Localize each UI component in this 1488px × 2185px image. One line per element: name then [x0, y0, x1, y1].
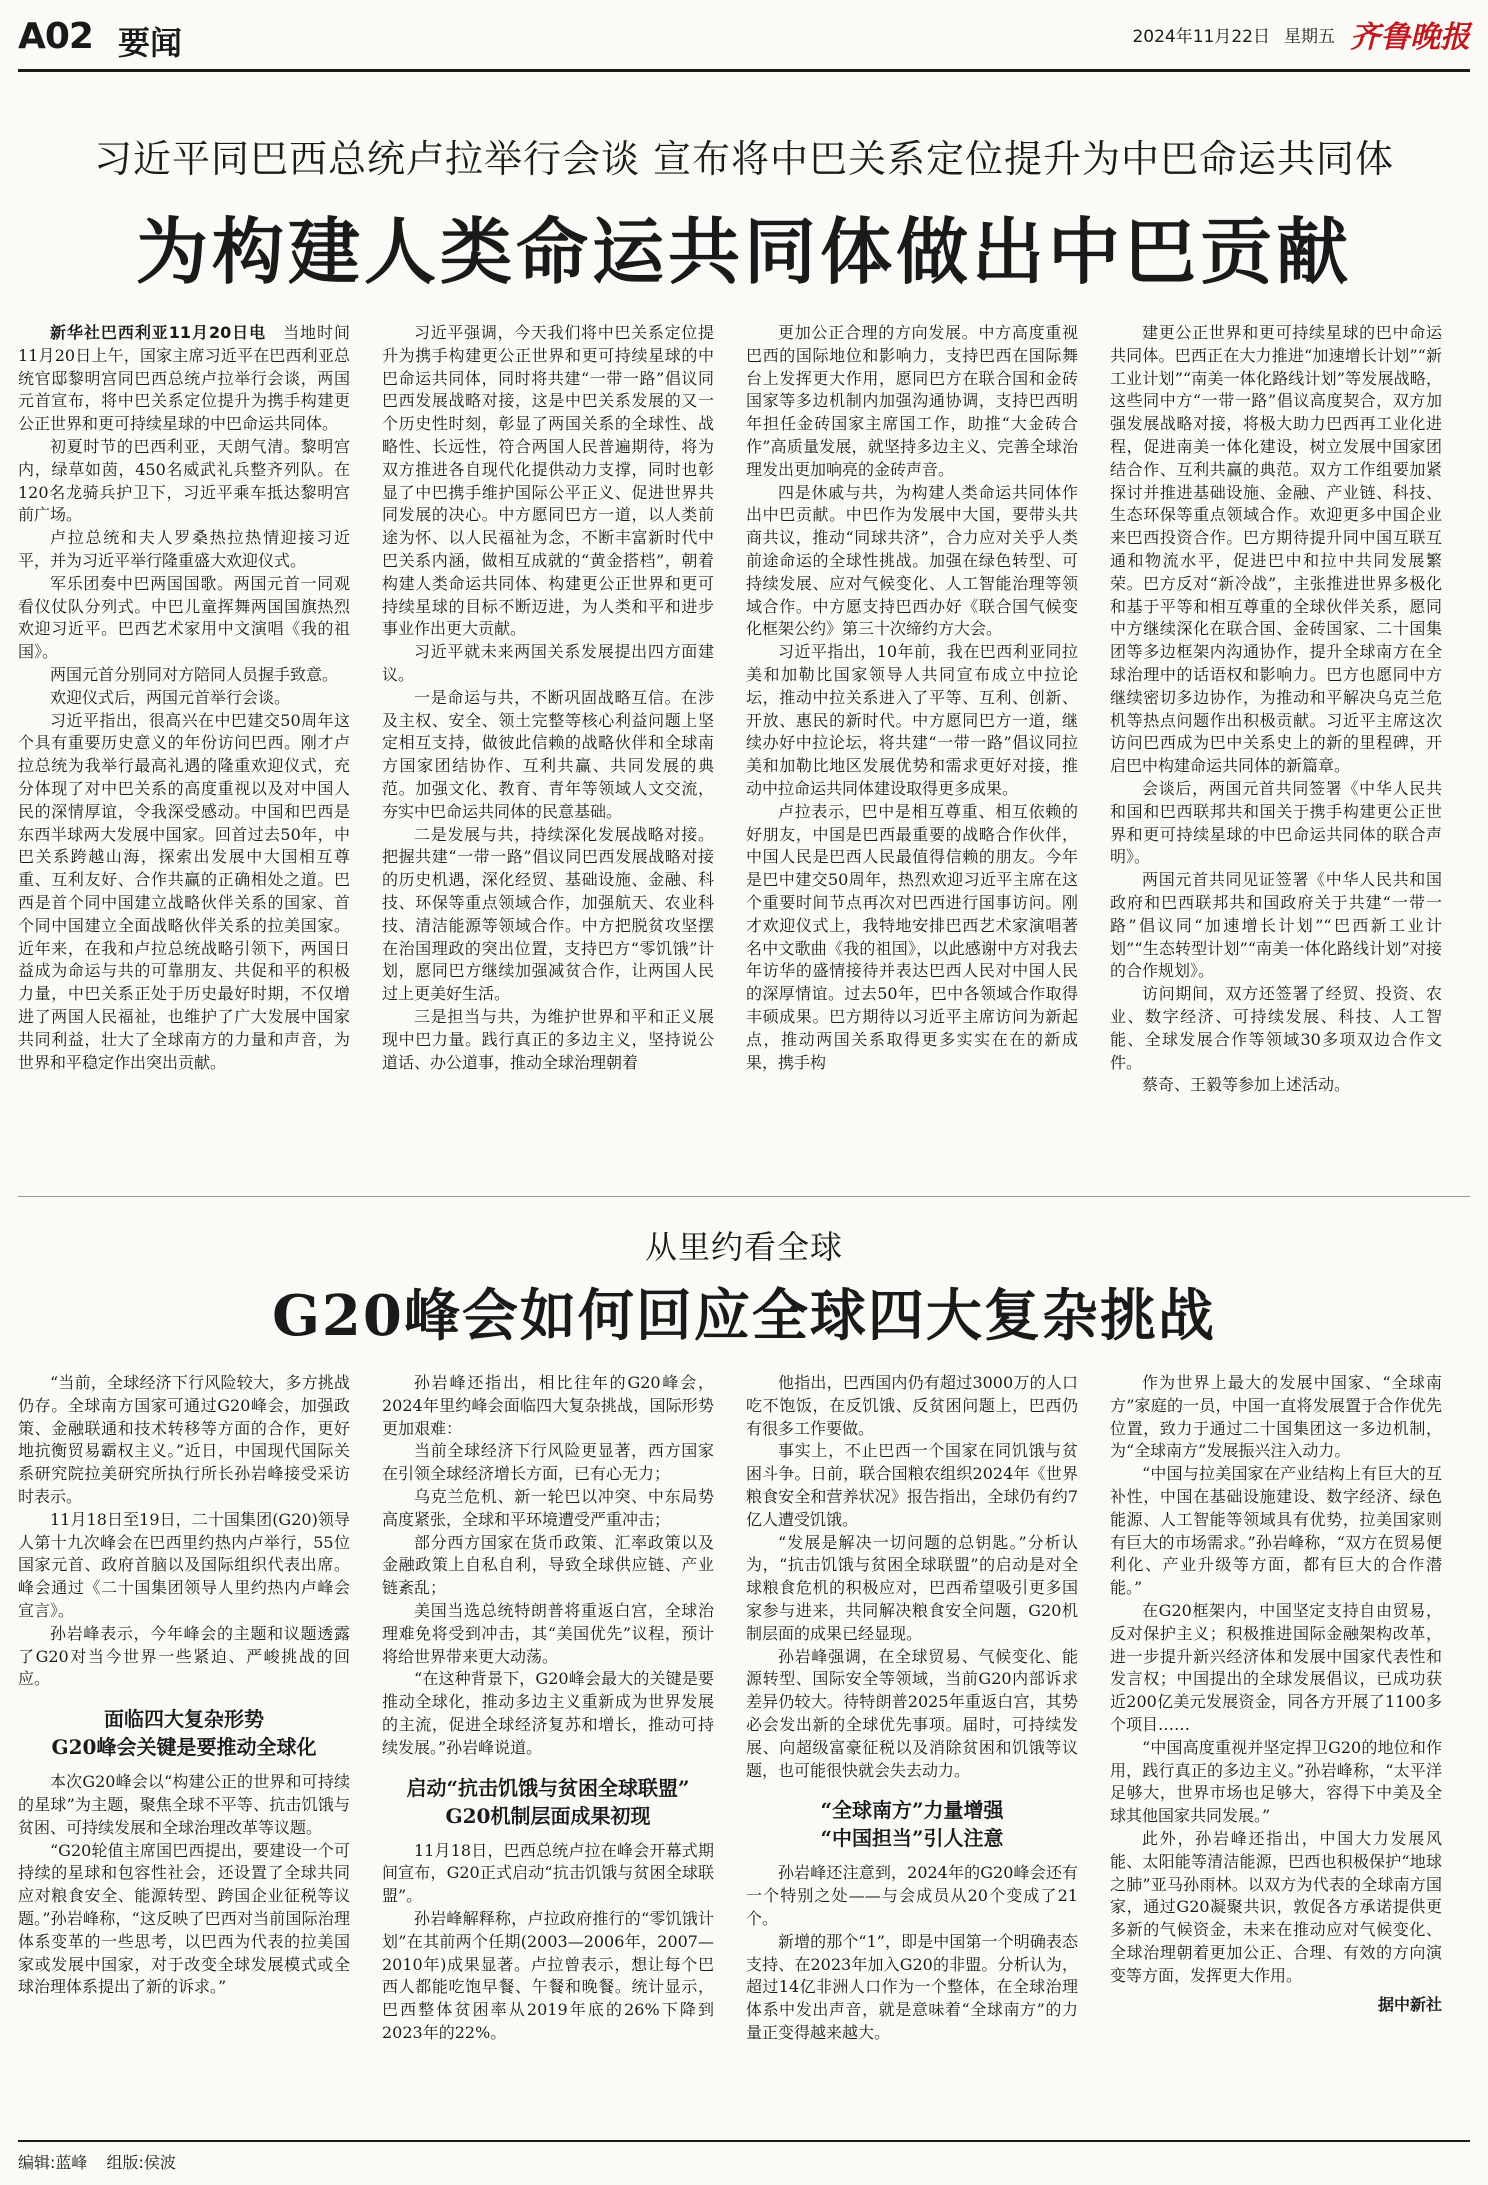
- dateline: 新华社巴西利亚11月20日电: [50, 323, 267, 342]
- second-story-column-1: [18, 1372, 350, 2112]
- paragraph: [18, 1623, 350, 1691]
- paragraph: [382, 1908, 714, 2045]
- paragraph-text: 孙岩峰表示，今年峰会的主题和议题透露了G20对当今世界一些紧迫、严峻挑战的回应。: [18, 1623, 350, 1689]
- paragraph: [18, 527, 350, 573]
- paragraph-text: 欢迎仪式后，两国元首举行会谈。: [50, 687, 291, 707]
- paragraph: [382, 1486, 714, 1532]
- second-story-headline: G20峰会如何回应全球四大复杂挑战: [272, 1283, 1216, 1349]
- paragraph-text: 蔡奇、王毅等参加上述活动。: [1142, 1075, 1351, 1095]
- paragraph-text: 孙岩峰强调，在全球贸易、气候变化、能源转型、国际安全等领域，当前G20内部诉求差异仍较大。待特朗普2025年重返白宫，其势必会发出新的全球优先事项。届时，可持续发展、向超级富豪征税以及消除贫困和饥饿等议题，也可能很快就会失去动力。: [746, 1646, 1078, 1780]
- top-story-column-4: [1110, 322, 1442, 1097]
- paragraph-text: 习近平指出，10年前，我在巴西利亚同拉美和加勒比国家领导人共同宣布成立中拉论坛，推动中拉关系进入了平等、互利、创新、开放、惠民的新时代。中方愿同巴方一道，继续办好中拉论坛，将共建“一带一路”倡议同拉美和加勒比地区发展优势和需求更好对接，推动中拉命运共同体建设取得更多成果。: [746, 642, 1078, 798]
- page-footer: [18, 2140, 1470, 2173]
- second-story-column-4: [1110, 1372, 1442, 2112]
- paragraph-text: “中国高度重视并坚定捍卫G20的地位和作用，践行真正的多边主义。”孙岩峰称，“太平洋足够大，世界市场也足够大，容得下中美及全球其他国家共同发展。”: [1110, 1737, 1442, 1826]
- second-story-body: [18, 1372, 1470, 2112]
- paragraph-text: 部分西方国家在货币政策、汇率政策以及金融政策上自私自利，导致全球供应链、产业链紊乱；: [382, 1532, 714, 1598]
- issue-date: 2024年11月22日: [1132, 27, 1270, 47]
- paragraph-text: 二是发展与共，持续深化发展战略对接。把握共建“一带一路”倡议同巴西发展战略对接的历史机遇，深化经贸、基础设施、金融、科技、环保等重点领域合作，加强航天、农业科技、清洁能源等领域合作。中方把脱贫攻坚摆在治国理政的突出位置，支持巴方“零饥饿”计划，愿同巴方继续加强减贫合作，让两国人民过上更美好生活。: [382, 824, 714, 1004]
- paragraph: [382, 1668, 714, 1759]
- paragraph-text: 孙岩峰还注意到，2024年的G20峰会还有一个特别之处——与会成员从20个变成了21个。: [746, 1863, 1078, 1928]
- paragraph-text: 习近平就未来两国关系发展提出四方面建议。: [382, 642, 714, 684]
- paragraph: [746, 1532, 1078, 1646]
- paragraph: [746, 322, 1078, 482]
- paragraph-text: 乌克兰危机、新一轮巴以冲突、中东局势高度紧张，全球和平环境遭受严重冲击；: [382, 1486, 714, 1529]
- paragraph-text: 三是担当与共，为维护世界和平和正义展现中巴力量。践行真正的多边主义，坚持说公道话、办公道事，推动全球治理朝着: [382, 1006, 714, 1072]
- layout-credit: 组版:侯波: [106, 2153, 176, 2172]
- top-story-body: [18, 322, 1470, 1182]
- top-story-column-3: [746, 322, 1078, 1074]
- paragraph: [746, 1862, 1078, 1930]
- paragraph-text: 美国当选总统特朗普将重返白宫，全球治理难免将受到冲击，其“美国优先”议程，预计将给世界带来更大动荡。: [382, 1600, 714, 1666]
- paragraph: [382, 322, 714, 641]
- paragraph-text: 孙岩峰解释称，卢拉政府推行的“零饥饿计划”在其前两个任期(2003—2006年，2007—2010年)成果显著。卢拉曾表示，想让每个巴西人都能吃饱早餐、午餐和晚餐。统计显示，巴西整体贫困率从2019年底的26%下降到2023年的22%。: [382, 1908, 714, 2042]
- paragraph: [382, 1532, 714, 1600]
- paragraph: [1110, 1463, 1442, 1600]
- paragraph: [382, 1372, 714, 1440]
- paragraph: [18, 710, 350, 1075]
- newspaper-logo: 齐鲁晚报: [1350, 20, 1470, 55]
- paragraph-text: 本次G20峰会以“构建公正的世界和可持续的星球”为主题，聚焦全球不平等、抗击饥饿与贫困、可持续发展和全球治理改革等议题。: [18, 1772, 350, 1837]
- paragraph-text: “发展是解决一切问题的总钥匙。”分析认为，“抗击饥饿与贫困全球联盟”的启动是对全球粮食危机的积极应对，巴西希望吸引更多国家参与进来，共同解决粮食安全问题，G20机制层面的成果已经显现。: [746, 1532, 1078, 1643]
- paragraph: [746, 641, 1078, 801]
- paragraph: [382, 1440, 714, 1486]
- source-attribution: 据中新社: [1377, 1994, 1442, 2014]
- paragraph-text: 他指出，巴西国内仍有超过3000万的人口吃不饱饭，在反饥饿、反贫困问题上，巴西仍有很多工作要做。: [746, 1373, 1078, 1438]
- paragraph: [18, 687, 350, 710]
- paragraph-text: 当地时间11月20日上午，国家主席习近平在巴西利亚总统官邸黎明宫同巴西总统卢拉举行会谈，两国元首宣布，将中巴关系定位提升为携手构建更公正世界和更可持续星球的中巴命运共同体。: [18, 323, 350, 434]
- subheading: 面临四大复杂形势 G20峰会关键是要推动全球化: [51, 1707, 317, 1760]
- top-story-kicker: 习近平同巴西总统卢拉举行会谈 宣布将中巴关系定位提升为中巴命运共同体: [93, 137, 1395, 181]
- issue-weekday: 星期五: [1284, 27, 1335, 47]
- paragraph: [382, 1840, 714, 1908]
- paragraph-text: 当前全球经济下行风险更显著，西方国家在引领全球经济增长方面，已有心无力；: [382, 1441, 714, 1484]
- paragraph: [1110, 1600, 1442, 1737]
- paragraph: [18, 1509, 350, 1623]
- paragraph: [1110, 1074, 1442, 1097]
- paragraph: [746, 1931, 1078, 2045]
- subheading: “全球南方”力量增强 “中国担当”引人注意: [820, 1798, 1004, 1851]
- paragraph-text: 建更公正世界和更可持续星球的巴中命运共同体。巴西正在大力推进“加速增长计划”“新工业计划”“南美一体化路线计划”等发展战略，这些同中方“一带一路”倡议高度契合，双方加强发展战略对接，将极大助力巴西再工业化进程，促进南美一体化建设，树立发展中国家团结合作、互利共赢的典范。双方工作组要加紧探讨并推进基础设施、金融、产业链、科技、生态环保等重点领域合作。欢迎更多中国企业来巴西投资合作。巴方期待提升同中国互联互通和物流水平，促进巴中和拉中共同发展繁荣。巴方反对“新冷战”，主张推进世界多极化和基于平等和相互尊重的全球伙伴关系，愿同中方继续深化在联合国、金砖国家、二十国集团等多边框架内沟通协作，提升全球南方在全球治理中的话语权和影响力。巴方也愿同中方继续密切多边协作，为推动和平解决乌克兰危机等热点问题作出积极贡献。习近平主席这次访问巴西成为巴中关系史上的新的里程碑，开启巴中构建命运共同体的新篇章。: [1110, 323, 1442, 776]
- paragraph-text: 卢拉表示，巴中是相互尊重、相互依赖的好朋友，中国是巴西最重要的战略合作伙伴，中国人民是巴西人民最值得信赖的朋友。今年是巴中建交50周年，热烈欢迎习近平主席在这个重要时间节点再次对巴西进行国事访问。刚才欢迎仪式上，我特地安排巴西艺术家演唱著名中文歌曲《我的祖国》，以此感谢中方对我去年访华的盛情接待并表达巴西人民对中国人民的深厚情谊。过去50年，巴中各领域合作取得丰硕成果。巴方期待以习近平主席访问为新起点，推动两国关系取得更多实实在在的新成果，携手构: [746, 801, 1078, 1072]
- paragraph-text: “当前，全球经济下行风险较大，多方挑战仍存。全球南方国家可通过G20峰会，加强政策、金融联通和技术转移等方面的合作，更好地抗衡贸易霸权主义。”近日，中国现代国际关系研究院拉美研究所执行所长孙岩峰接受采访时表示。: [18, 1373, 350, 1506]
- subheading: 启动“抗击饥饿与贫困全球联盟” G20机制层面成果初现: [406, 1775, 690, 1828]
- paragraph: [746, 1440, 1078, 1531]
- second-story-column-3: [746, 1372, 1078, 2112]
- paragraph-text: 在G20框架内，中国坚定支持自由贸易，反对保护主义；积极推进国际金融架构改革，进一步提升新兴经济体和发展中国家代表性和发言权；中国提出的全球发展倡议，已成功获近200亿美元发展资金，同各方开展了1100多个项目……: [1110, 1600, 1442, 1734]
- paragraph-text: 更加公正合理的方向发展。中方高度重视巴西的国际地位和影响力，支持巴西在国际舞台上发挥更大作用，愿同巴方在联合国和金砖国家等多边机制内加强沟通协调，支持巴西明年担任金砖国家主席国工作，助推“大金砖合作”高质量发展，就坚持多边主义、完善全球治理发出更加响亮的金砖声音。: [746, 323, 1078, 479]
- paragraph: [382, 1600, 714, 1668]
- paragraph: [18, 1372, 350, 1509]
- second-story-kicker: 从里约看全球: [644, 1228, 843, 1266]
- paragraph-text: 习近平指出，很高兴在中巴建交50周年这个具有重要历史意义的年份访问巴西。刚才卢拉总统为我举行最高礼遇的隆重欢迎仪式，充分体现了对中巴关系的高度重视以及对中国人民的深情厚谊，令我深受感动。中国和巴西是东西半球两大发展中国家。回首过去50年，中巴关系跨越山海，探索出发展中大国相互尊重、互利友好、合作共赢的正确相处之道。巴西是首个同中国建立战略伙伴关系的国家、首个同中国建立全面战略伙伴关系的拉美国家。近年来，在我和卢拉总统战略引领下，两国日益成为命运与共的可靠朋友、共促和平的积极力量，中巴关系正处于历史最好时期，不仅增进了两国人民福祉，也维护了广大发展中国家共同利益，壮大了全球南方的力量和声音，为世界和平稳定作出突出贡献。: [18, 710, 350, 1072]
- paragraph-text: 访问期间，双方还签署了经贸、投资、农业、数字经济、可持续发展、科技、人工智能、全球发展合作等领域30多项双边合作文件。: [1110, 984, 1442, 1072]
- paragraph: [1110, 1737, 1442, 1828]
- top-story-column-1: [18, 322, 350, 1074]
- paragraph-text: 作为世界上最大的发展中国家、“全球南方”家庭的一员，中国一直将发展置于合作优先位置，致力于通过二十国集团这一多边机制，为“全球南方”发展振兴注入动力。: [1110, 1373, 1442, 1461]
- paragraph-text: 初夏时节的巴西利亚，天朗气清。黎明宫内，绿草如茵，450名威武礼兵整齐列队。在120名龙骑兵护卫下，习近平乘车抵达黎明宫前广场。: [18, 436, 350, 525]
- paragraph: [1110, 1372, 1442, 1463]
- top-story-headline: 为构建人类命运共同体做出中巴贡献: [135, 209, 1352, 294]
- paragraph: [1110, 1828, 1442, 1988]
- paragraph-text: 卢拉总统和夫人罗桑热拉热情迎接习近平，并为习近平举行隆重盛大欢迎仪式。: [18, 528, 350, 570]
- paragraph: [382, 824, 714, 1006]
- paragraph-text: 一是命运与共，不断巩固战略互信。在涉及主权、安全、领土完整等核心利益问题上坚定相互支持，做彼此信赖的战略伙伴和全球南方国家团结协作、互利共赢、共同发展的典范。加强文化、教育、青年等领域人文交流，夯实中巴命运共同体的民意基础。: [382, 687, 714, 821]
- masthead: [18, 8, 1470, 72]
- paragraph: [1110, 322, 1442, 778]
- paragraph: [1110, 778, 1442, 869]
- paragraph: [18, 322, 350, 436]
- page-code: A02: [18, 16, 93, 57]
- paragraph-text: 两国元首分别同对方陪同人员握手致意。: [50, 664, 339, 684]
- second-story-column-2: [382, 1372, 714, 2112]
- paragraph: [746, 1372, 1078, 1440]
- paragraph: [1110, 869, 1442, 983]
- paragraph: [18, 664, 350, 687]
- paragraph: [18, 1840, 350, 2000]
- paragraph: [746, 1646, 1078, 1783]
- paragraph: [18, 1771, 350, 1839]
- paragraph-text: 此外，孙岩峰还指出，中国大力发展风能、太阳能等清洁能源，巴西也积极保护“地球之肺”亚马孙雨林。以双方为代表的全球南方国家，通过G20凝聚共识，敦促各方承诺提供更多新的气候资金，未来在推动应对气候变化、全球治理朝着更加公正、合理、有效的方向演变等方面，发挥更大作用。: [1110, 1828, 1442, 1985]
- paragraph: [382, 687, 714, 824]
- paragraph-text: 军乐团奏中巴两国国歌。两国元首一同观看仪仗队分列式。中巴儿童挥舞两国国旗热烈欢迎习近平。巴西艺术家用中文演唱《我的祖国》。: [18, 573, 350, 662]
- paragraph-text: 两国元首共同见证签署《中华人民共和国政府和巴西联邦共和国政府关于共建“一带一路”倡议同“加速增长计划”“巴西新工业计划”“生态转型计划”“南美一体化路线计划”对接的合作规划》。: [1110, 870, 1442, 981]
- paragraph: [1110, 983, 1442, 1074]
- paragraph: [746, 801, 1078, 1075]
- paragraph-text: “中国与拉美国家在产业结构上有巨大的互补性，中国在基础设施建设、数字经济、绿色能源、人工智能等领域具有优势，拉美国家则有巨大的市场需求。”孙岩峰称，“双方在贸易便利化、产业升级等方面，都有巨大的合作潜能。”: [1110, 1464, 1442, 1598]
- section-title: 要闻: [118, 24, 183, 62]
- paragraph-text: 11月18日，巴西总统卢拉在峰会开幕式期间宣布，G20正式启动“抗击饥饿与贫困全球联盟”。: [382, 1840, 714, 1906]
- paragraph-text: “在这种背景下，G20峰会最大的关键是要推动全球化，推动多边主义重新成为世界发展的主流，促进全球经济复苏和增长，推动可持续发展。”孙岩峰说道。: [382, 1669, 714, 1757]
- paragraph-text: 事实上，不止巴西一个国家在同饥饿与贫困斗争。日前，联合国粮农组织2024年《世界粮食安全和营养状况》报告指出，全球仍有约7亿人遭受饥饿。: [746, 1441, 1078, 1529]
- paragraph: [382, 1006, 714, 1074]
- paragraph-text: 会谈后，两国元首共同签署《中华人民共和国和巴西联邦共和国关于携手构建更公正世界和更可持续星球的中巴命运共同体的联合声明》。: [1110, 778, 1442, 867]
- top-story-column-2: [382, 322, 714, 1074]
- paragraph-text: “G20轮值主席国巴西提出，要建设一个可持续的星球和包容性社会，还设置了全球共同应对粮食安全、能源转型、跨国企业征税等议题。”孙岩峰称，“这反映了巴西对当前国际治理体系变革的一些思考，以巴西为代表的拉美国家或发展中国家，对于改变全球发展模式或全球治理体系提出了新的诉求。”: [18, 1840, 350, 1997]
- paragraph-text: 新增的那个“1”，即是中国第一个明确表态支持、在2023年加入G20的非盟。分析认为，超过14亿非洲人口作为一个整体，在全球治理体系中发出声音，就是意味着“全球南方”的力量正变得越来越大。: [746, 1931, 1078, 2042]
- paragraph-text: 四是休戚与共，为构建人类命运共同体作出中巴贡献。中巴作为发展中大国，要带头共商共议，推动“同球共济”，合力应对关乎人类前途命运的全球性挑战。加强在绿色转型、可持续发展、应对气候变化、人工智能治理等领域合作。中方愿支持巴西办好《联合国气候变化框架公约》第三十次缔约方大会。: [746, 482, 1078, 639]
- paragraph: [18, 436, 350, 527]
- paragraph: [382, 641, 714, 687]
- paragraph: [18, 573, 350, 664]
- paragraph-text: 习近平强调，今天我们将中巴关系定位提升为携手构建更公正世界和更可持续星球的中巴命运共同体，同时将共建“一带一路”倡议同巴西发展战略对接，这是中巴关系发展的又一个历史性时刻，彰显了两国关系的全球性、战略性、长远性，符合两国人民普遍期待，将为双方推进各自现代化提供动力支撑，同时也彰显了中巴携手维护国际公平正义、促进世界共同发展的决心。中方愿同巴方一道，以人类前途为怀、以人民福祉为念，不断丰富新时代中巴关系内涵，做相互成就的“黄金搭档”，朝着构建人类命运共同体、构建更公正世界和更可持续星球的目标不断迈进，为人类和平和进步事业作出更大贡献。: [382, 323, 714, 639]
- editor-credit: 编辑:蓝峰: [18, 2153, 88, 2172]
- paragraph: [746, 482, 1078, 642]
- section-divider: [18, 1196, 1470, 1197]
- paragraph-text: 孙岩峰还指出，相比往年的G20峰会，2024年里约峰会面临四大复杂挑战，国际形势更加艰难：: [382, 1373, 714, 1438]
- paragraph-text: 11月18日至19日，二十国集团(G20)领导人第十九次峰会在巴西里约热内卢举行，55位国家元首、政府首脑以及国际组织代表出席。峰会通过《二十国集团领导人里约热内卢峰会宣言》。: [18, 1509, 350, 1620]
